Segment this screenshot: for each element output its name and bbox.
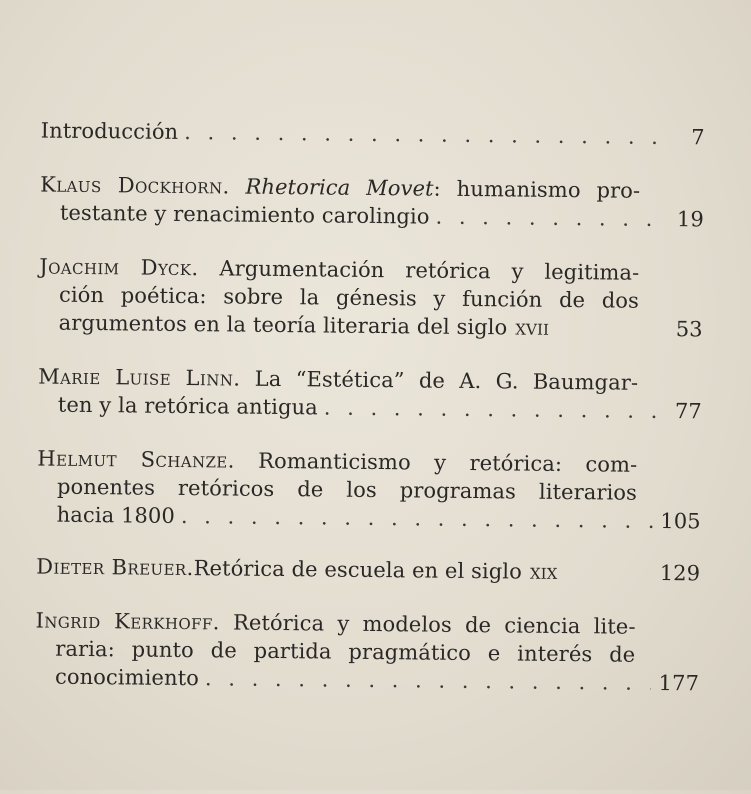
toc-entry-kerkhoff bbox=[35, 606, 700, 697]
toc-entry-text: ción poética: sobre la génesis y función de dos bbox=[58, 282, 640, 313]
toc-entry-text: Argumentación retórica y legitima- bbox=[198, 256, 640, 285]
toc-entry-schanze bbox=[37, 444, 702, 535]
toc-entry-century: xvii bbox=[515, 315, 550, 340]
toc-entry-text: conocimiento bbox=[54, 664, 200, 691]
toc-entry-author: Marie Luise Linn. bbox=[38, 364, 241, 391]
toc-entry-text: hacia 1800 bbox=[56, 502, 176, 528]
toc-entry-author: Ingrid Kerkhoff. bbox=[35, 608, 220, 635]
leader-dots bbox=[181, 502, 653, 535]
toc-entry-text: ponentes retóricos de los programas literarios bbox=[56, 474, 638, 505]
toc-entry-breuer bbox=[36, 552, 700, 587]
toc-entry-dockhorn bbox=[40, 170, 705, 233]
toc-entry-text: raria: punto de partida pragmático e interés de bbox=[55, 636, 636, 667]
toc-entry-text: Retórica y modelos de ciencia lite- bbox=[219, 610, 636, 639]
toc-entry-dyck bbox=[39, 252, 704, 343]
toc-entry-text: Retórica de escuela en el siglo bbox=[193, 556, 523, 584]
page-number: 53 bbox=[675, 317, 703, 342]
toc-entry-text: : humanismo pro- bbox=[433, 176, 641, 203]
toc-entry-century: xix bbox=[529, 559, 558, 584]
toc-entry-author: Klaus Dockhorn. bbox=[40, 172, 230, 199]
toc-entry-title: Introducción bbox=[40, 118, 179, 144]
leader-dots bbox=[435, 203, 658, 233]
toc-entry-author: Joachim Dyck. bbox=[39, 254, 199, 281]
page-number: 177 bbox=[658, 670, 700, 696]
toc-entry-text: testante y renacimiento carolingio bbox=[59, 200, 430, 229]
page-number: 7 bbox=[691, 125, 705, 150]
toc-entry-text: ten y la retórica antigua bbox=[57, 392, 318, 420]
page-number: 129 bbox=[659, 560, 701, 586]
toc-entry-author: Dieter Breuer. bbox=[36, 554, 194, 581]
leader-dots bbox=[205, 664, 651, 697]
toc-entry-linn bbox=[38, 362, 703, 425]
toc-entry-text: La “Estética” de A. G. Baumgar- bbox=[240, 366, 639, 395]
page-number: 19 bbox=[676, 207, 704, 232]
toc-entry-text: Romanticismo y retórica: com- bbox=[234, 448, 638, 477]
toc-entry-intro bbox=[41, 116, 705, 151]
page-number: 105 bbox=[660, 508, 701, 534]
toc-entry-italic-title: Rhetorica Movet bbox=[245, 174, 434, 201]
leader-dots bbox=[184, 118, 659, 151]
toc-entry-text: argumentos en la teoría literaria del siglo bbox=[58, 310, 508, 340]
page-number: 77 bbox=[674, 399, 702, 424]
leader-dots bbox=[324, 393, 656, 424]
toc-entry-author: Helmut Schanze. bbox=[37, 446, 235, 473]
